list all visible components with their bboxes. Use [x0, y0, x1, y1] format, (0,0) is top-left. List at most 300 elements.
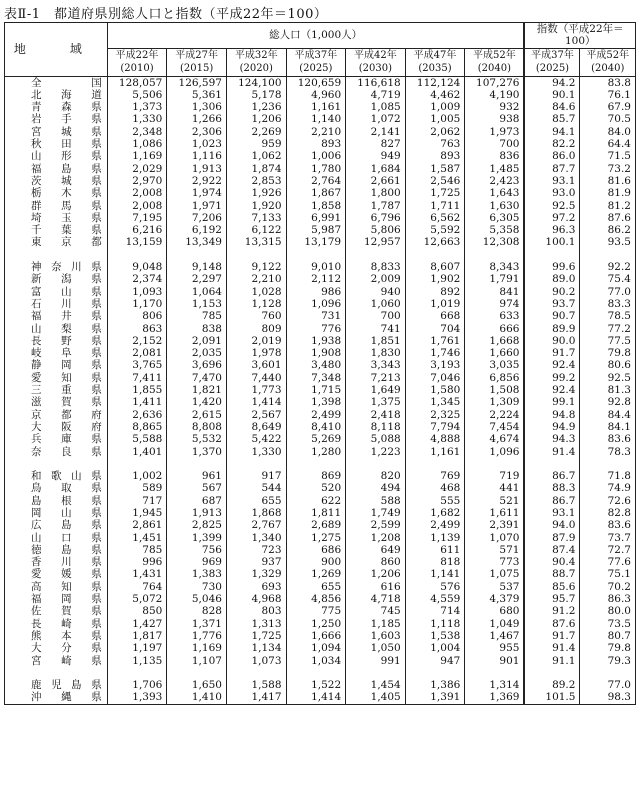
population-cell: 5,422 [226, 433, 286, 445]
table-row [5, 507, 636, 519]
table-row [5, 261, 636, 273]
population-cell: 666 [465, 323, 525, 335]
prefecture-name: 東京都 [5, 236, 108, 248]
spacer-cell [465, 249, 525, 261]
population-cell: 2,081 [107, 347, 167, 359]
table-row [5, 581, 636, 593]
index-cell: 101.5 [524, 691, 579, 704]
population-cell: 2,391 [465, 519, 525, 531]
prefecture-name: 宮崎県 [5, 655, 108, 667]
index-cell: 87.7 [524, 163, 579, 175]
population-cell: 1,019 [405, 298, 465, 310]
index-cell: 88.3 [524, 482, 579, 494]
index-cell: 77.0 [580, 286, 636, 298]
population-cell: 1,386 [405, 679, 465, 691]
index-cell: 93.1 [524, 507, 579, 519]
population-cell: 537 [465, 581, 525, 593]
population-cell: 1,666 [286, 630, 346, 642]
population-cell: 4,674 [465, 433, 525, 445]
population-cell: 3,193 [405, 359, 465, 371]
table-row [5, 556, 636, 568]
spacer-cell [524, 249, 579, 261]
population-cell: 8,808 [167, 421, 227, 433]
population-cell: 2,008 [107, 187, 167, 199]
table-row [5, 679, 636, 691]
population-cell: 1,868 [226, 507, 286, 519]
index-cell: 78.5 [580, 310, 636, 322]
index-cell: 85.6 [524, 581, 579, 593]
population-cell: 730 [167, 581, 227, 593]
population-cell: 704 [405, 323, 465, 335]
population-cell: 986 [286, 286, 346, 298]
population-cell: 700 [465, 138, 525, 150]
population-cell: 686 [286, 544, 346, 556]
prefecture-name: 岐阜県 [5, 347, 108, 359]
population-cell: 12,308 [465, 236, 525, 248]
population-cell: 7,454 [465, 421, 525, 433]
spacer-row [5, 249, 636, 261]
table-row [5, 495, 636, 507]
index-cell: 80.7 [580, 630, 636, 642]
population-cell: 1,280 [286, 446, 346, 458]
population-cell: 9,010 [286, 261, 346, 273]
index-cell: 86.0 [524, 150, 579, 162]
spacer-cell [167, 667, 227, 679]
table-row [5, 273, 636, 285]
population-cell: 1,223 [346, 446, 406, 458]
population-cell: 955 [465, 642, 525, 654]
population-cell: 1,800 [346, 187, 406, 199]
population-cell: 1,086 [107, 138, 167, 150]
population-cell: 996 [107, 556, 167, 568]
prefecture-name: 北海道 [5, 89, 108, 101]
population-cell: 838 [167, 323, 227, 335]
population-cell: 3,696 [167, 359, 227, 371]
population-cell: 1,780 [286, 163, 346, 175]
spacer-cell [524, 458, 579, 470]
table-row [5, 187, 636, 199]
index-cell: 81.3 [580, 384, 636, 396]
population-cell: 1,375 [346, 396, 406, 408]
table-row [5, 396, 636, 408]
population-cell: 2,418 [346, 409, 406, 421]
index-cell: 76.1 [580, 89, 636, 101]
population-cell: 589 [107, 482, 167, 494]
population-cell: 1,830 [346, 347, 406, 359]
index-cell: 84.1 [580, 421, 636, 433]
index-cell: 84.6 [524, 101, 579, 113]
index-cell: 99.1 [524, 396, 579, 408]
population-cell: 1,420 [167, 396, 227, 408]
population-cell: 1,817 [107, 630, 167, 642]
population-cell: 932 [465, 101, 525, 113]
index-cell: 91.7 [524, 630, 579, 642]
prefecture-name: 埼玉県 [5, 212, 108, 224]
table-row [5, 593, 636, 605]
table-row [5, 544, 636, 556]
population-cell: 9,122 [226, 261, 286, 273]
index-cell: 94.9 [524, 421, 579, 433]
table-row [5, 310, 636, 322]
index-cell: 92.5 [580, 372, 636, 384]
index-cell: 95.7 [524, 593, 579, 605]
population-cell: 893 [405, 150, 465, 162]
population-cell: 1,161 [405, 446, 465, 458]
population-cell: 2,297 [167, 273, 227, 285]
spacer-cell [580, 458, 636, 470]
population-cell: 1,787 [346, 200, 406, 212]
population-cell: 1,467 [465, 630, 525, 642]
index-cell: 90.2 [524, 286, 579, 298]
region-header: 地 域 [5, 23, 108, 77]
population-cell: 5,358 [465, 224, 525, 236]
population-cell: 1,668 [465, 335, 525, 347]
population-cell: 5,806 [346, 224, 406, 236]
population-cell: 1,650 [167, 679, 227, 691]
population-cell: 7,213 [346, 372, 406, 384]
index-cell: 93.1 [524, 175, 579, 187]
population-cell: 1,978 [226, 347, 286, 359]
spacer-cell [107, 249, 167, 261]
population-cell: 773 [465, 556, 525, 568]
index-cell: 100.1 [524, 236, 579, 248]
population-cell: 1,309 [465, 396, 525, 408]
spacer-cell [286, 458, 346, 470]
population-cell: 1,306 [167, 101, 227, 113]
population-cell: 1,725 [226, 630, 286, 642]
index-cell: 90.7 [524, 310, 579, 322]
header-row-groups [5, 23, 636, 49]
population-cell: 1,050 [346, 642, 406, 654]
prefecture-name: 長崎県 [5, 618, 108, 630]
population-cell: 1,725 [405, 187, 465, 199]
population-cell: 1,371 [167, 618, 227, 630]
year-era: 平成52年 [473, 50, 516, 62]
population-cell: 5,046 [167, 593, 227, 605]
population-cell: 764 [107, 581, 167, 593]
population-cell: 1,313 [226, 618, 286, 630]
population-cell: 2,009 [346, 273, 406, 285]
population-cell: 1,049 [465, 618, 525, 630]
population-cell: 6,122 [226, 224, 286, 236]
year-ad: (2035) [418, 63, 452, 75]
population-cell: 850 [107, 605, 167, 617]
population-cell: 2,348 [107, 126, 167, 138]
population-cell: 1,401 [107, 446, 167, 458]
population-cell: 1,974 [167, 187, 227, 199]
population-cell: 1,034 [286, 655, 346, 667]
population-cell: 116,618 [346, 76, 406, 89]
prefecture-name: 秋田県 [5, 138, 108, 150]
population-cell: 1,746 [405, 347, 465, 359]
population-cell: 1,858 [286, 200, 346, 212]
table-row [5, 323, 636, 335]
population-cell: 120,659 [286, 76, 346, 89]
population-cell: 6,991 [286, 212, 346, 224]
prefecture-name: 香川県 [5, 556, 108, 568]
index-cell: 91.7 [524, 347, 579, 359]
population-cell: 1,851 [346, 335, 406, 347]
population-cell: 1,711 [405, 200, 465, 212]
index-cell: 87.4 [524, 544, 579, 556]
population-cell: 841 [465, 286, 525, 298]
population-cell: 1,971 [167, 200, 227, 212]
population-cell: 1,588 [226, 679, 286, 691]
population-cell: 2,210 [226, 273, 286, 285]
prefecture-name: 山口県 [5, 532, 108, 544]
prefecture-name: 滋賀県 [5, 396, 108, 408]
population-cell: 693 [226, 581, 286, 593]
population-cell: 5,269 [286, 433, 346, 445]
index-cell: 70.2 [580, 581, 636, 593]
population-cell: 2,325 [405, 409, 465, 421]
population-cell: 949 [346, 150, 406, 162]
population-cell: 655 [286, 581, 346, 593]
population-cell: 745 [346, 605, 406, 617]
table-row [5, 655, 636, 667]
population-table [4, 22, 636, 705]
index-cell: 87.6 [580, 212, 636, 224]
population-cell: 2,008 [107, 200, 167, 212]
population-cell: 2,767 [226, 519, 286, 531]
population-cell: 8,607 [405, 261, 465, 273]
prefecture-name: 静岡県 [5, 359, 108, 371]
prefecture-name: 長野県 [5, 335, 108, 347]
population-cell: 1,427 [107, 618, 167, 630]
population-cell: 1,330 [107, 113, 167, 125]
population-cell: 12,957 [346, 236, 406, 248]
prefecture-name: 京都府 [5, 409, 108, 421]
index-cell: 98.3 [580, 691, 636, 704]
population-cell: 4,190 [465, 89, 525, 101]
population-cell: 938 [465, 113, 525, 125]
year-era: 平成47年 [413, 50, 457, 62]
population-cell: 741 [346, 323, 406, 335]
population-cell: 1,009 [405, 101, 465, 113]
population-cell: 1,611 [465, 507, 525, 519]
population-cell: 2,091 [167, 335, 227, 347]
index-cell: 79.8 [580, 347, 636, 359]
prefecture-name: 茨城県 [5, 175, 108, 187]
spacer-cell [5, 249, 108, 261]
index-cell: 73.2 [580, 163, 636, 175]
year-header [286, 48, 346, 76]
index-cell: 84.4 [580, 409, 636, 421]
population-cell: 2,636 [107, 409, 167, 421]
population-cell: 2,224 [465, 409, 525, 421]
population-cell: 1,508 [465, 384, 525, 396]
prefecture-name: 島根県 [5, 495, 108, 507]
index-cell: 87.6 [524, 618, 579, 630]
population-cell: 1,250 [286, 618, 346, 630]
population-cell: 5,072 [107, 593, 167, 605]
index-cell: 67.9 [580, 101, 636, 113]
population-cell: 937 [226, 556, 286, 568]
population-cell: 4,379 [465, 593, 525, 605]
spacer-cell [346, 667, 406, 679]
index-cell: 87.9 [524, 532, 579, 544]
table-row [5, 236, 636, 248]
spacer-cell [226, 249, 286, 261]
population-cell: 1,062 [226, 150, 286, 162]
population-cell: 828 [167, 605, 227, 617]
population-cell: 571 [465, 544, 525, 556]
population-cell: 1,411 [107, 396, 167, 408]
index-cell: 77.5 [580, 335, 636, 347]
table-body [5, 76, 636, 704]
spacer-cell [286, 249, 346, 261]
population-cell: 468 [405, 482, 465, 494]
population-cell: 4,888 [405, 433, 465, 445]
year-era: 平成37年 [531, 50, 574, 62]
population-cell: 567 [167, 482, 227, 494]
population-cell: 8,343 [465, 261, 525, 273]
index-cell: 86.2 [580, 224, 636, 236]
population-cell: 869 [286, 470, 346, 482]
population-cell: 2,112 [286, 273, 346, 285]
population-cell: 1,630 [465, 200, 525, 212]
population-cell: 5,588 [107, 433, 167, 445]
spacer-cell [346, 458, 406, 470]
population-cell: 1,938 [286, 335, 346, 347]
index-cell: 94.8 [524, 409, 579, 421]
year-ad: (2025) [299, 63, 333, 75]
index-cell: 82.2 [524, 138, 579, 150]
population-cell: 1,170 [107, 298, 167, 310]
population-cell: 4,462 [405, 89, 465, 101]
table-row [5, 126, 636, 138]
population-cell: 1,761 [405, 335, 465, 347]
spacer-cell [5, 667, 108, 679]
population-cell: 655 [226, 495, 286, 507]
population-cell: 900 [286, 556, 346, 568]
population-cell: 680 [465, 605, 525, 617]
table-row [5, 470, 636, 482]
table-row [5, 519, 636, 531]
population-cell: 1,821 [167, 384, 227, 396]
index-cell: 83.3 [580, 298, 636, 310]
population-cell: 1,096 [465, 446, 525, 458]
population-cell: 1,811 [286, 507, 346, 519]
population-cell: 1,093 [107, 286, 167, 298]
table-row [5, 359, 636, 371]
population-cell: 717 [107, 495, 167, 507]
index-cell: 79.3 [580, 655, 636, 667]
index-cell: 91.4 [524, 446, 579, 458]
index-cell: 86.7 [524, 495, 579, 507]
index-cell: 91.1 [524, 655, 579, 667]
population-cell: 806 [107, 310, 167, 322]
year-ad: (2015) [180, 63, 214, 75]
population-cell: 959 [226, 138, 286, 150]
index-cell: 97.2 [524, 212, 579, 224]
population-cell: 7,046 [405, 372, 465, 384]
population-cell: 1,064 [167, 286, 227, 298]
population-cell: 1,330 [226, 446, 286, 458]
population-cell: 2,567 [226, 409, 286, 421]
population-cell: 892 [405, 286, 465, 298]
year-era: 平成52年 [586, 50, 630, 62]
index-cell: 84.0 [580, 126, 636, 138]
prefecture-name: 福島県 [5, 163, 108, 175]
population-cell: 2,661 [346, 175, 406, 187]
population-cell: 1,538 [405, 630, 465, 642]
spacer-cell [286, 667, 346, 679]
population-cell: 756 [167, 544, 227, 556]
prefecture-name: 高知県 [5, 581, 108, 593]
population-cell: 2,689 [286, 519, 346, 531]
population-cell: 1,682 [405, 507, 465, 519]
population-cell: 1,135 [107, 655, 167, 667]
index-cell: 93.0 [524, 187, 579, 199]
year-era: 平成37年 [294, 50, 338, 62]
year-era: 平成22年 [115, 50, 159, 62]
prefecture-name: 大分県 [5, 642, 108, 654]
population-cell: 6,856 [465, 372, 525, 384]
population-cell: 622 [286, 495, 346, 507]
population-cell: 588 [346, 495, 406, 507]
table-row [5, 618, 636, 630]
population-cell: 1,185 [346, 618, 406, 630]
population-cell: 760 [226, 310, 286, 322]
population-cell: 836 [465, 150, 525, 162]
population-cell: 7,348 [286, 372, 346, 384]
population-cell: 2,970 [107, 175, 167, 187]
population-cell: 1,773 [226, 384, 286, 396]
index-cell: 92.2 [580, 261, 636, 273]
table-row [5, 642, 636, 654]
index-cell: 77.2 [580, 323, 636, 335]
population-cell: 5,532 [167, 433, 227, 445]
spacer-cell [580, 249, 636, 261]
population-cell: 863 [107, 323, 167, 335]
index-cell: 73.5 [580, 618, 636, 630]
index-year-header [524, 48, 579, 76]
population-cell: 1,587 [405, 163, 465, 175]
population-cell: 1,073 [226, 655, 286, 667]
index-cell: 81.9 [580, 187, 636, 199]
population-cell: 6,216 [107, 224, 167, 236]
index-cell: 90.0 [524, 335, 579, 347]
population-cell: 775 [286, 605, 346, 617]
prefecture-name: 沖縄県 [5, 691, 108, 704]
population-cell: 1,791 [465, 273, 525, 285]
population-cell: 2,062 [405, 126, 465, 138]
year-era: 平成27年 [175, 50, 218, 62]
index-cell: 73.7 [580, 532, 636, 544]
population-cell: 1,141 [405, 568, 465, 580]
prefecture-name: 鹿児島県 [5, 679, 108, 691]
population-cell: 611 [405, 544, 465, 556]
table-row [5, 335, 636, 347]
population-cell: 714 [405, 605, 465, 617]
index-cell: 64.4 [580, 138, 636, 150]
population-cell: 2,499 [286, 409, 346, 421]
population-cell: 1,118 [405, 618, 465, 630]
prefecture-name: 徳島県 [5, 544, 108, 556]
population-cell: 723 [226, 544, 286, 556]
index-cell: 78.3 [580, 446, 636, 458]
population-cell: 1,706 [107, 679, 167, 691]
population-cell: 1,776 [167, 630, 227, 642]
population-cell: 731 [286, 310, 346, 322]
population-cell: 1,340 [226, 532, 286, 544]
spacer-row [5, 458, 636, 470]
table-row [5, 532, 636, 544]
population-cell: 7,411 [107, 372, 167, 384]
prefecture-name: 山梨県 [5, 323, 108, 335]
index-cell: 89.2 [524, 679, 579, 691]
